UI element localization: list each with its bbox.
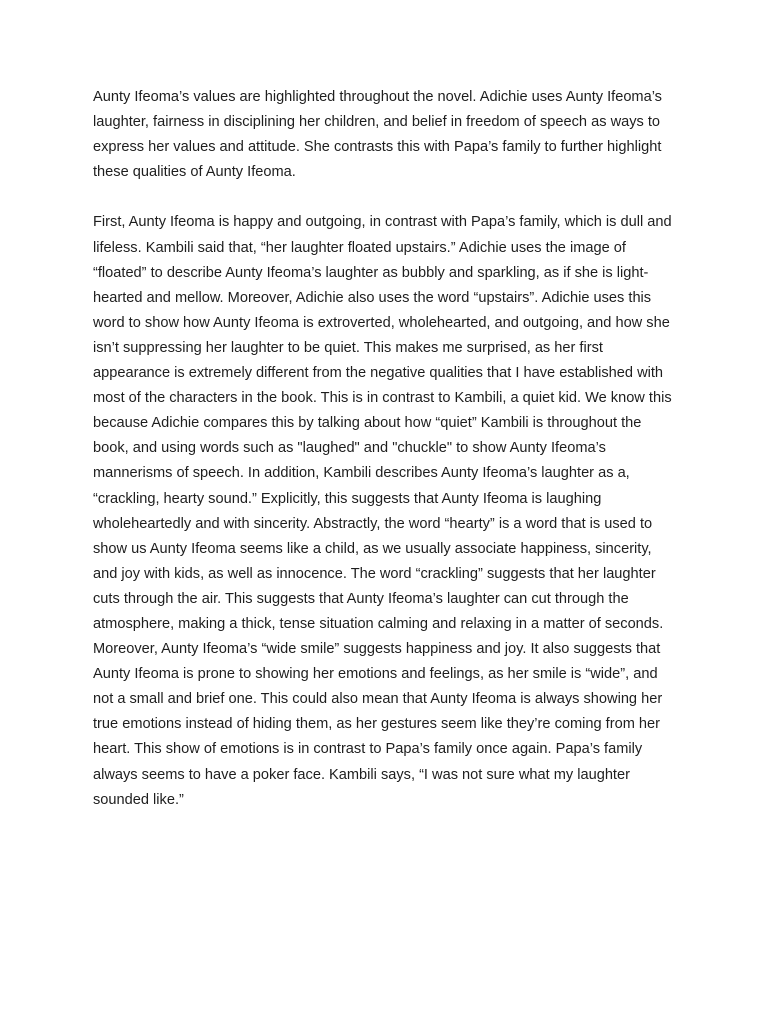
- paragraph-intro: Aunty Ifeoma’s values are highlighted throughout the novel. Adichie uses Aunty Ifeoma’s laughter, fairness in disciplining her children, and belief in freedom of speech as ways to express her values and attitude. She contrasts this with Papa’s family to further highlight these qualities of Aunty Ifeoma.: [93, 89, 662, 181]
- document-body: [93, 85, 677, 813]
- paragraph-body: First, Aunty Ifeoma is happy and outgoing, in contrast with Papa’s family, which is dull and lifeless. Kambili said that, “her laughter floated upstairs.” Adichie uses the image of “floated” to describe Aunty Ifeoma’s laughter as bubbly and sparkling, as if she is light-hearted and mellow. Moreover, Adichie also uses the word “upstairs”. Adichie uses this word to show how Aunty Ifeoma is extroverted, wholehearted, and outgoing, and how she isn’t suppressing her laughter to be quiet. This makes me surprised, as her first appearance is extremely different from the negative qualities that I have established with most of the characters in the book. This is in contrast to Kambili, a quiet kid. We know this because Adichie compares this by talking about how “quiet” Kambili is throughout the book, and using words such as "laughed" and "chuckle" to show Aunty Ifeoma’s mannerisms of speech. In addition, Kambili describes Aunty Ifeoma’s laughter as a, “crackling, hearty sound.” Explicitly, this suggests that Aunty Ifeoma is laughing wholeheartedly and with sincerity. Abstractly, the word “hearty” is a word that is used to show us Aunty Ifeoma seems like a child, as we usually associate happiness, sincerity, and joy with kids, as well as innocence. The word “crackling” suggests that her laughter cuts through the air. This suggests that Aunty Ifeoma’s laughter can cut through the atmosphere, making a thick, tense situation calming and relaxing in a matter of seconds. Moreover, Aunty Ifeoma’s “wide smile” suggests happiness and joy. It also suggests that Aunty Ifeoma is prone to showing her emotions and feelings, as her smile is “wide”, and not a small and brief one. This could also mean that Aunty Ifeoma is always showing her true emotions instead of hiding them, as her gestures seem like they’re coming from her heart. This show of emotions is in contrast to Papa’s family once again. Papa’s family always seems to have a poker face. Kambili says, “I was not sure what my laughter sounded like.”: [93, 214, 672, 808]
